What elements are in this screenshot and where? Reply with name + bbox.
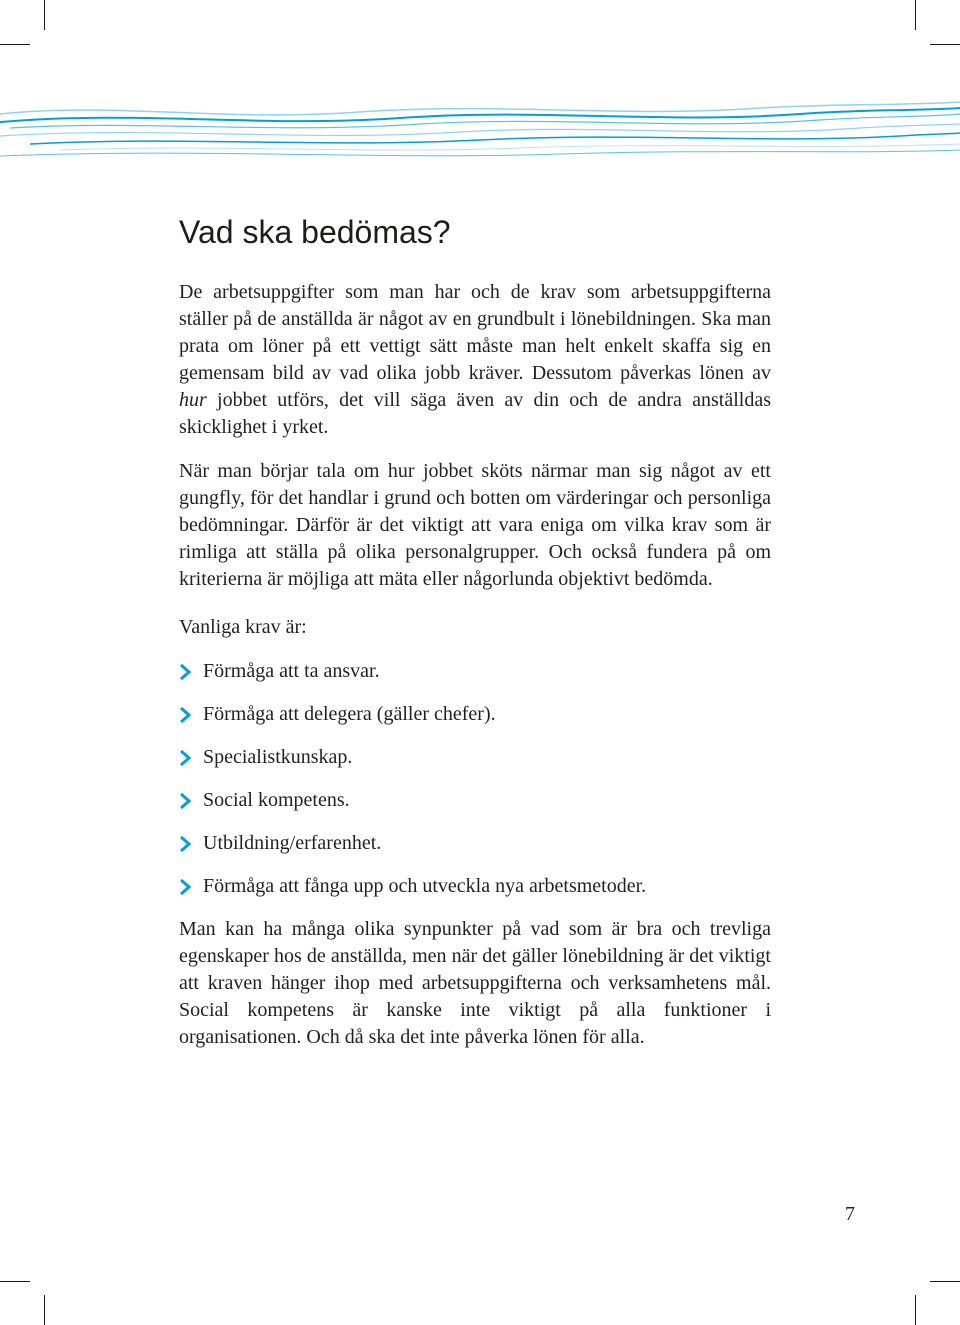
requirements-list (179, 658, 771, 900)
list-item-label: Förmåga att delegera (gäller chefer). (203, 703, 496, 725)
crop-mark (44, 0, 45, 30)
chevron-right-icon (179, 879, 191, 895)
crop-mark (915, 1295, 916, 1325)
list-item (179, 701, 771, 728)
crop-mark (930, 44, 960, 45)
chevron-right-icon (179, 836, 191, 852)
crop-mark (0, 1281, 30, 1282)
chevron-right-icon (179, 664, 191, 680)
list-item (179, 744, 771, 771)
crop-mark (0, 44, 30, 45)
list-item-label: Förmåga att fånga upp och utveckla nya arbetsmetoder. (203, 875, 647, 897)
list-intro: Vanliga krav är: (179, 616, 307, 638)
crop-mark (44, 1295, 45, 1325)
page-title: Vad ska bedömas? (179, 214, 451, 250)
paragraph-text: De arbetsuppgifter som man har och de krav som arbetsuppgifterna ställer på de anställda är något av en grundbult i lönebildningen. Ska man prata om löner på ett vettigt sätt måste man helt enkelt skaffa sig en gemensam bild av vad olika jobb kräver. Dessutom påverkas lönen av (179, 281, 771, 384)
paragraph-text: jobbet utförs, det vill säga även av din och de andra anställdas skicklighet i yrket. (179, 389, 771, 438)
chevron-right-icon (179, 750, 191, 766)
list-item-label: Utbildning/erfarenhet. (203, 832, 382, 854)
chevron-right-icon (179, 707, 191, 723)
main-content (179, 212, 771, 1072)
page-number: 7 (845, 1203, 855, 1225)
list-item-label: Specialistkunskap. (203, 746, 353, 768)
list-item (179, 658, 771, 685)
list-item-label: Social kompetens. (203, 789, 350, 811)
crop-mark (915, 0, 916, 30)
paragraph-body: När man börjar tala om hur jobbet sköts närmar man sig något av ett gungfly, för det handlar i grund och botten om värderingar och personliga bedömningar. Därför är det viktigt att vara eniga om vilka krav som är rimliga att ställa på olika personalgrupper. Och också fundera på om kriterierna är möjliga att mäta eller någorlunda objektivt bedömda. (179, 460, 771, 590)
list-item (179, 830, 771, 857)
list-item (179, 873, 771, 900)
list-item (179, 787, 771, 814)
list-item-label: Förmåga att ta ansvar. (203, 660, 380, 682)
emphasis-text: hur (179, 389, 207, 411)
paragraph-intro (179, 279, 771, 441)
chevron-right-icon (179, 793, 191, 809)
crop-mark (930, 1281, 960, 1282)
paragraph-closing: Man kan ha många olika synpunkter på vad som är bra och trevliga egenskaper hos de anställda, men när det gäller lönebildning är det viktigt att kraven hänger ihop med arbetsuppgifterna och verksamhetens mål. Social kompetens är kanske inte viktigt på alla funktioner i organisationen. Och då ska det inte påverka lönen för alla. (179, 918, 771, 1048)
wave-decoration (0, 92, 960, 172)
